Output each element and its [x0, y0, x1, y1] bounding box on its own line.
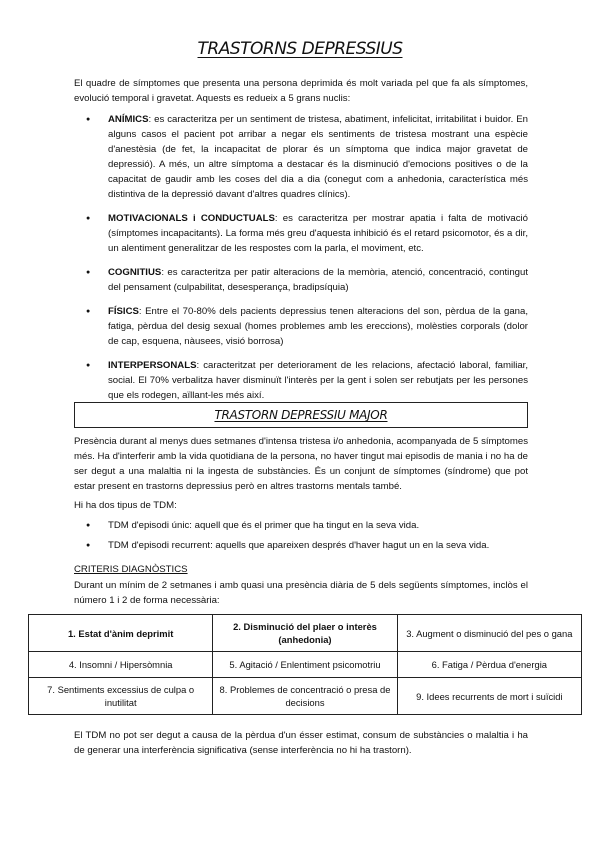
criteria-cell: 4. Insomni / Hipersòmnia	[29, 652, 213, 678]
nucli-text: : es caracteritza per un sentiment de tristesa, abatiment, infelicitat, irritabilitat i buidor. En alguns casos el pacient pot arribar a negar els sentiments de tristesa mostrant una espècie d'anestèsia (de fet, la incapacitat de plorar és un símptoma que indica major gravetat de depressió). A més, un altre símptoma a destacar és la disminució d'emocions positives o de la capacitat de gaudir amb les coses del dia a dia (conegut com a anhedonia, característica més distintiva de la depressió davant d'altres quadres clínics).	[108, 114, 528, 200]
criteria-cell: 2. Disminució del plaer o interès (anhedonia)	[213, 615, 397, 652]
nucli-item-anímics	[74, 112, 528, 202]
page-title: TRASTORNS DEPRESSIUS	[197, 39, 403, 59]
nucli-text: : caracteritzat per deteriorament de les relacions, afectació laboral, familiar, social. El 70% verbalitza haver disminuït l'interès per la gent i solen ser rebutjats per les persones que els rodegen, aïllant-les més així.	[108, 360, 528, 401]
tdm-type-item: ● TDM d'episodi únic: aquell que és el primer que ha tingut en la seva vida.	[74, 518, 528, 533]
nucli-text: : es caracteritza per mostrar apatia i falta de motivació (símptomes incapacitants). La forma més greu d'aquesta inhibició és el retard psicomotor, és a dir, un alentiment generalitzar de les respostes com la parla, el moviment, etc.	[108, 213, 528, 254]
nucli-label: INTERPERSONALS	[108, 360, 197, 371]
intro-paragraph: El quadre de símptomes que presenta una persona deprimida és molt variada pel que fa als símptomes, evolució temporal i gravetat. Aquests es redueix a 5 grans nuclis:	[74, 78, 528, 104]
table-row	[29, 652, 582, 678]
criteria-cell: 3. Augment o disminució del pes o gana	[397, 615, 581, 652]
section-title: TRASTORN DEPRESSIU MAJOR	[214, 408, 388, 422]
nucli-item-físics	[74, 304, 528, 349]
criteria-table	[28, 614, 582, 715]
nucli-text: : es caracteritza per patir alteracions de la memòria, atenció, concentració, contingut del pensament (culpabilitat, desesperança, bradipsíquia)	[108, 267, 528, 293]
criteria-cell: 5. Agitació / Enlentiment psicomotriu	[213, 652, 397, 678]
tdm-description: Presència durant al menys dues setmanes d'intensa tristesa i/o anhedonia, acompanyada de 5 símptomes més. Ha d'interferir amb la vida quotidiana de la persona, no haver tingut mai episodis de mania i no ha de ser degut a una malaltia ni la ingesta de substàncies. És un conjunt de símptomes (síndrome) que pot estar present en trastorns depressius però en altres trastorns mentals també.	[74, 436, 528, 492]
criteria-note: El TDM no pot ser degut a causa de la pèrdua d'un ésser estimat, consum de substàncies o malaltia i ha de generar una interferència significativa (sense interferència no hi ha trastorn).	[74, 730, 528, 756]
nucli-label: MOTIVACIONALS i CONDUCTUALS	[108, 213, 275, 224]
criteria-cell: 1. Estat d'ànim deprimit	[29, 615, 213, 652]
nucli-label: FÍSICS	[108, 306, 139, 317]
criteria-cell: 8. Problemes de concentració o presa de decisions	[213, 678, 397, 715]
nuclis-list	[74, 112, 528, 403]
nucli-item-interpersonals	[74, 358, 528, 403]
criteria-heading: CRITERIS DIAGNÒSTICS	[74, 564, 188, 575]
table-row	[29, 615, 582, 652]
criteria-cell: 6. Fatiga / Pèrdua d'energia	[397, 652, 581, 678]
tdm-types-list	[74, 518, 528, 553]
tdm-types-intro: Hi ha dos tipus de TDM:	[74, 500, 177, 511]
nucli-text: : Entre el 70-80% dels pacients depressius tenen alteracions del son, pèrdua de la gana, fatiga, pèrdua del desig sexual (homes problemes amb les ereccions), molèsties corporals (dolor de cap, esquena, nàusees, visió borrosa)	[108, 306, 528, 347]
nucli-item-motivacionals	[74, 211, 528, 256]
tdm-type-item: ● TDM d'episodi recurrent: aquells que apareixen després d'haver hagut un en la seva vida.	[74, 538, 528, 553]
criteria-cell: 9. Idees recurrents de mort i suïcidi	[397, 678, 581, 715]
section-title-box	[74, 402, 528, 428]
nucli-label: COGNITIUS	[108, 267, 162, 278]
criteria-cell: 7. Sentiments excessius de culpa o inutilitat	[29, 678, 213, 715]
nucli-label: ANÍMICS	[108, 114, 149, 125]
nucli-item-cognitius	[74, 265, 528, 295]
table-row	[29, 678, 582, 715]
criteria-intro: Durant un mínim de 2 setmanes i amb quasi una presència diària de 5 dels següents símptomes, inclòs el número 1 i 2 de forma necessària:	[74, 580, 528, 606]
